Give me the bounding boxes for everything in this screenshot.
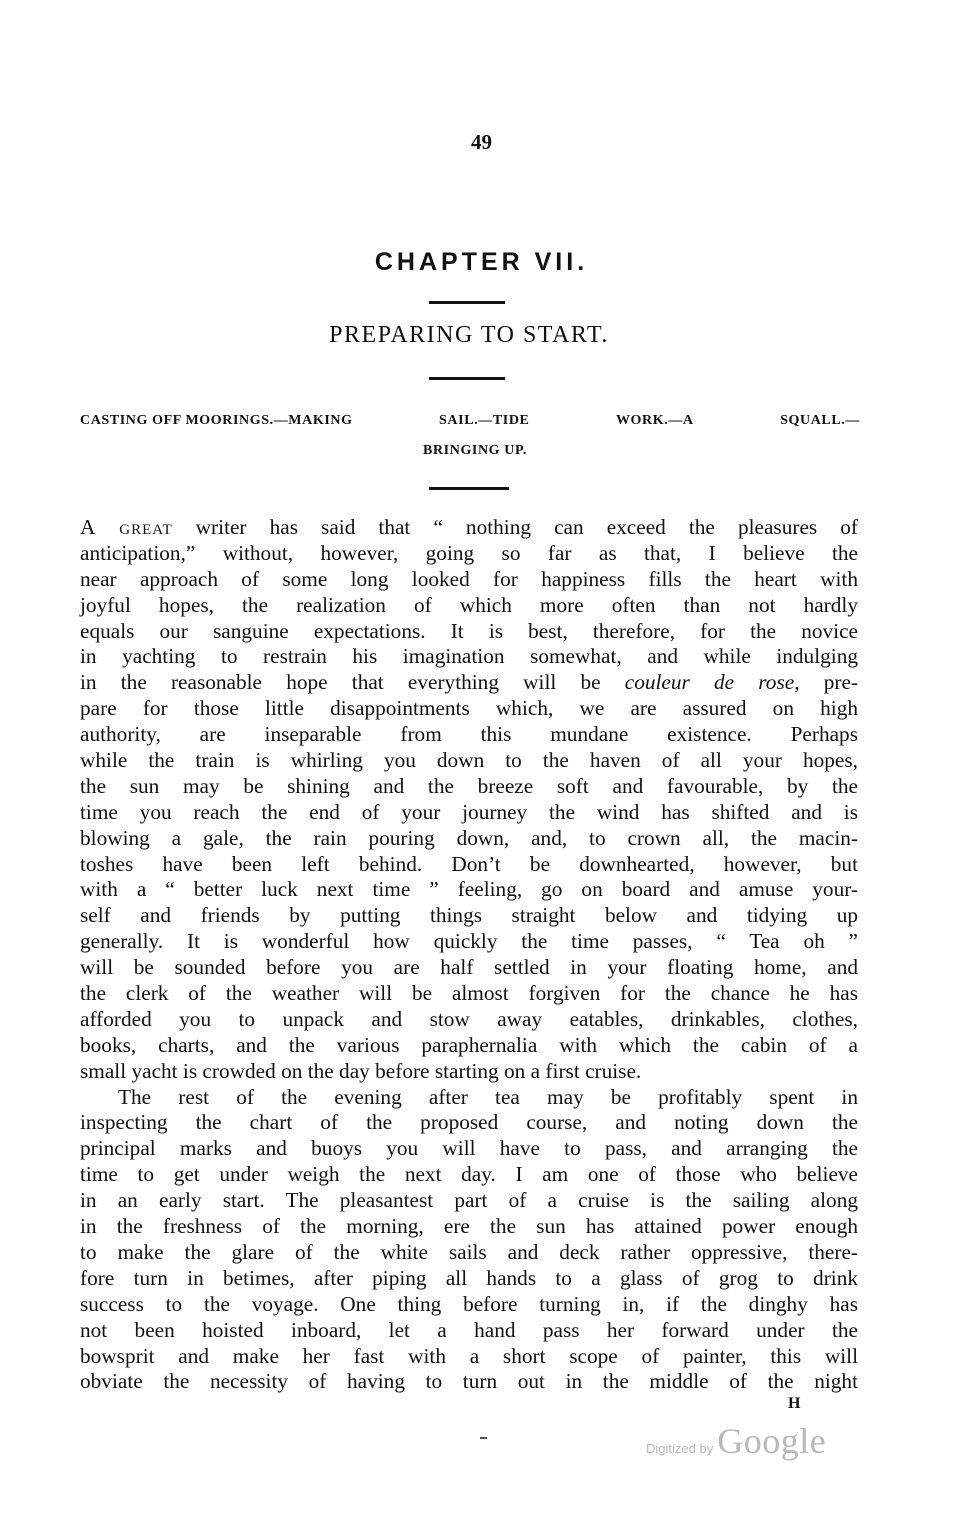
text-line: not been hoisted inboard, let a hand pass her forward under the	[80, 1317, 858, 1342]
text-line: equals our sanguine expectations. It is best, therefore, for the novice	[80, 618, 858, 643]
text-line: self and friends by putting things straight below and tidying up	[80, 903, 858, 928]
summary-segment: SQUALL.—	[780, 413, 860, 428]
summary-segment: WORK.—A	[615, 413, 694, 428]
italic-phrase: couleur de rose	[624, 670, 795, 695]
digitized-watermark	[646, 1420, 826, 1462]
text-line: will be sounded before you are half settled in your floating home, and	[80, 955, 858, 980]
text-line: joyful hopes, the realization of which more often than not hardly	[80, 592, 858, 617]
text-line: near approach of some long looked for happiness fills the heart with	[80, 566, 858, 591]
text-line: while the train is whirling you down to the haven of all your hopes,	[80, 748, 858, 773]
body-text	[80, 515, 858, 1395]
text-line: success to the voyage. One thing before turning in, if the dinghy has	[80, 1291, 858, 1316]
text-line: books, charts, and the various paraphernalia with which the cabin of a	[80, 1032, 858, 1057]
watermark-brand: Google	[717, 1421, 827, 1461]
divider-rule	[429, 377, 505, 380]
text-line: to make the glare of the white sails and deck rather oppressive, there-	[80, 1239, 858, 1264]
text-line: authority, are inseparable from this mundane existence. Perhaps	[80, 722, 858, 747]
summary-line: BRINGING UP.	[423, 443, 527, 458]
text-line: time you reach the end of your journey the wind has shifted and is	[80, 799, 858, 824]
text-line: in an early start. The pleasantest part of a cruise is the sailing along	[80, 1188, 858, 1213]
text-line: The rest of the evening after tea may be profitably spent in	[118, 1084, 858, 1109]
text-line: principal marks and buoys you will have to pass, and arranging the	[80, 1136, 858, 1161]
watermark-prefix: Digitized by	[646, 1441, 714, 1456]
summary-line	[80, 409, 860, 433]
print-speck	[480, 1437, 487, 1439]
text-line: in the reasonable hope that everything will be couleur de rose, pre-	[80, 670, 858, 695]
chapter-summary	[80, 409, 860, 463]
text-line: afforded you to unpack and stow away eatables, drinkables, clothes,	[80, 1006, 858, 1031]
text-line: pare for those little disappointments which, we are assured on high	[80, 696, 858, 721]
page-number: 49	[471, 130, 492, 154]
divider-rule	[429, 301, 505, 304]
text-line: in yachting to restrain his imagination somewhat, and while indulging	[80, 644, 858, 669]
signature-mark: H	[788, 1395, 801, 1412]
text-line: in the freshness of the morning, ere the sun has attained power enough	[80, 1214, 858, 1239]
text-line: time to get under weigh the next day. I am one of those who believe	[80, 1162, 858, 1187]
text-line: the clerk of the weather will be almost forgiven for the chance he has	[80, 981, 858, 1006]
text-line: the sun may be shining and the breeze soft and favourable, by the	[80, 773, 858, 798]
divider-rule	[429, 487, 509, 490]
text-line: toshes have been left behind. Don’t be downhearted, however, but	[80, 851, 858, 876]
text-line: small yacht is crowded on the day before starting on a first cruise.	[80, 1058, 642, 1083]
text-line: generally. It is wonderful how quickly the time passes, “ Tea oh ”	[80, 929, 858, 954]
text-line: inspecting the chart of the proposed course, and noting down the	[80, 1110, 858, 1135]
text-line: blowing a gale, the rain pouring down, and, to crown all, the macin-	[80, 825, 858, 850]
summary-segment: CASTING OFF MOORINGS.—MAKING	[80, 413, 353, 428]
text-line: A great writer has said that “ nothing can exceed the pleasures of	[80, 515, 858, 539]
summary-segment: SAIL.—TIDE	[439, 413, 530, 428]
text-line: fore turn in betimes, after piping all hands to a glass of grog to drink	[80, 1265, 858, 1290]
text-line: bowsprit and make her fast with a short scope of painter, this will	[80, 1343, 858, 1368]
text-line: anticipation,” without, however, going so far as that, I believe the	[80, 540, 858, 565]
opening-words: A great	[80, 515, 173, 539]
chapter-title: CHAPTER VII.	[374, 248, 589, 276]
text-line: with a “ better luck next time ” feeling, go on board and amuse your-	[80, 877, 858, 902]
text-line: obviate the necessity of having to turn out in the middle of the night	[80, 1369, 858, 1394]
chapter-subtitle: PREPARING TO START.	[329, 322, 609, 348]
